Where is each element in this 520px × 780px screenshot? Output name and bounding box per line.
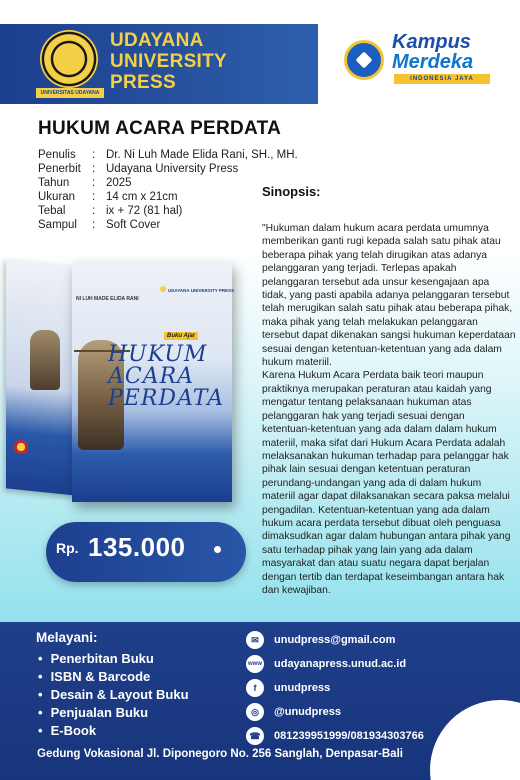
- info-row-tahun: [38, 176, 298, 190]
- info-separator: :: [92, 191, 96, 203]
- synopsis-paragraph: "Hukuman dalam hukum acara perdata umumnya memberikan ganti rugi kepada salah satu pihak atau beberapa pihak yang telah dirugikan atas adanya pelanggaran yang terjadi. Terlepas apakah pelanggaran tersebut ada unsur kesengajaan apa tidak, yang pasti apabila adanya pelanggaran tersebut telah merugikan salah satu pihak atau beberapa pihak, maka pihak yang telah melakukan pelanggaran tersebut dapat dikenakan sangsi hukuman keperdataan sesuai dengan ketentuan-ketentuan yang ada dalam hukum materiil.: [262, 223, 516, 369]
- services-heading: Melayani:: [36, 630, 98, 645]
- contact-text[interactable]: udayanapress.unud.ac.id: [274, 658, 407, 670]
- synopsis-paragraph: Karena Hukum Acara Perdata baik teori maupun praktiknya merupakan peraturan atau kaidah yang mengatur tentang pelaksanaan hukuman atas pelanggaran hak yang terjadi sesuai dengan ketentuan-ketentuan yang ada dalam dalam hukum materiil, maka sifat dari Hukum Acara Perdata adalah melaksanakan hukuman terhadap para pelanggar hak pihak lain sesuai dengan ketentuan peraturan perundang-undangan yang ada di dalam hukum materiil agar dapat dilaksanakan secara paksa melalui pengadilan. Ketentuan-ketentuan yang ada dalam hukum acara perdata tersebut dibuat oleh penguasa dimaksudkan agar dalam hubungan antara pihak yang satu terhadap pihak yang lain yang ada dalam masyarakat dan atau suatu negara dapat berjalan dengan tertib dan terdapat keseimbangan antara hak dan kewajiban.: [262, 370, 511, 596]
- services-list: [38, 650, 189, 740]
- contact-instagram[interactable]: [246, 700, 424, 724]
- contact-text[interactable]: unudpress: [274, 682, 331, 694]
- price-currency: Rp.: [56, 540, 79, 556]
- info-row-penulis: [38, 148, 298, 162]
- contacts: [246, 628, 424, 748]
- services-item: • Desain & Layout Buku: [38, 686, 189, 704]
- info-key: Tahun: [38, 177, 70, 189]
- info-separator: :: [92, 177, 96, 189]
- contact-email[interactable]: [246, 628, 424, 652]
- justice-statue-icon: [30, 330, 60, 390]
- info-key: Tebal: [38, 205, 66, 217]
- facebook-icon: f: [246, 679, 264, 697]
- info-row-sampul: [38, 218, 298, 232]
- cover-title-line: HUKUM: [108, 342, 208, 367]
- whatsapp-icon: ☎: [246, 727, 264, 745]
- info-value: ix + 72 (81 hal): [106, 205, 183, 217]
- info-value: 2025: [106, 177, 132, 189]
- kampus-merdeka-logo-icon: [344, 40, 384, 80]
- synopsis-heading: Sinopsis:: [262, 184, 321, 199]
- info-value: Dr. Ni Luh Made Elida Rani, SH., MH.: [106, 149, 298, 161]
- press-name-line: PRESS: [110, 72, 176, 93]
- price-dot-icon: [214, 546, 221, 553]
- services-item: • Penerbitan Buku: [38, 650, 189, 668]
- info-key: Ukuran: [38, 191, 76, 203]
- cover-author: NI LUH MADE ELIDA RANI: [76, 296, 139, 302]
- kampus-merdeka-line: Kampus: [392, 31, 471, 53]
- contact-text[interactable]: 081239951999/081934303766: [274, 730, 424, 742]
- info-value: Soft Cover: [106, 219, 161, 231]
- info-key: Sampul: [38, 219, 77, 231]
- press-name-line: UDAYANA: [110, 30, 204, 51]
- cover-press: UDAYANA UNIVERSITY PRESS: [168, 288, 235, 293]
- cover-title: [108, 344, 228, 410]
- info-separator: :: [92, 219, 96, 231]
- services-item: • E-Book: [38, 722, 189, 740]
- press-name-line: UNIVERSITY: [110, 51, 228, 72]
- info-row-penerbit: [38, 162, 298, 176]
- synopsis-body: [262, 222, 516, 597]
- info-separator: :: [92, 205, 96, 217]
- contact-whatsapp[interactable]: [246, 724, 424, 748]
- contact-text[interactable]: unudpress@gmail.com: [274, 634, 396, 646]
- cover-title-line: ACARA: [108, 364, 195, 389]
- seal-caption: UNIVERSITAS UDAYANA: [36, 88, 104, 98]
- contact-text[interactable]: @unudpress: [274, 706, 341, 718]
- info-value: Udayana University Press: [106, 163, 239, 175]
- kampus-merdeka-line: Merdeka: [392, 51, 474, 73]
- info-key: Penerbit: [38, 163, 81, 175]
- services-item: • Penjualan Buku: [38, 704, 189, 722]
- back-cover-seal-icon: [14, 440, 28, 454]
- instagram-icon: ◎: [246, 703, 264, 721]
- mail-icon: ✉: [246, 631, 264, 649]
- services-item: • ISBN & Barcode: [38, 668, 189, 686]
- contact-website[interactable]: [246, 652, 424, 676]
- info-row-ukuran: [38, 190, 298, 204]
- price-amount: 135.000: [88, 532, 186, 562]
- press-name: [110, 30, 310, 93]
- book-info: [38, 148, 298, 232]
- cover-seal-icon: [160, 286, 166, 292]
- info-separator: :: [92, 149, 96, 161]
- university-seal-icon: [40, 30, 98, 88]
- info-value: 14 cm x 21cm: [106, 191, 178, 203]
- cover-title-line: PERDATA: [108, 386, 225, 411]
- cover-badge: Buku Ajar: [164, 332, 198, 340]
- kampus-merdeka-subtitle: INDONESIA JAYA: [394, 74, 490, 84]
- kampus-merdeka-title: [392, 32, 512, 72]
- info-row-tebal: [38, 204, 298, 218]
- web-icon: www: [246, 655, 264, 673]
- info-key: Penulis: [38, 149, 76, 161]
- info-separator: :: [92, 163, 96, 175]
- book-title: HUKUM ACARA PERDATA: [38, 118, 282, 139]
- contact-facebook[interactable]: [246, 676, 424, 700]
- address: Gedung Vokasional Jl. Diponegoro No. 256 Sanglah, Denpasar-Bali: [37, 748, 403, 760]
